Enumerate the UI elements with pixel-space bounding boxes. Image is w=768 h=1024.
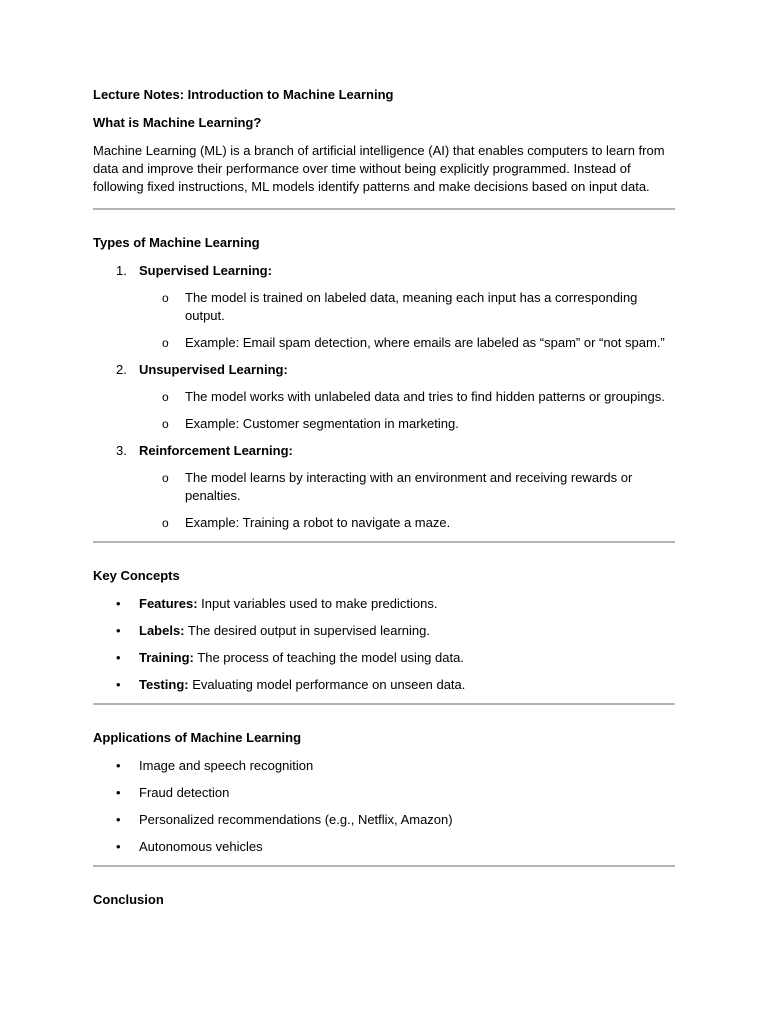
list-item	[93, 757, 675, 775]
sub-list	[139, 289, 675, 352]
list-item-supervised	[93, 262, 675, 352]
circle-bullet-icon: o	[162, 417, 169, 431]
concept-term: Testing:	[139, 677, 189, 692]
concept-text: The desired output in supervised learning.	[184, 623, 430, 638]
circle-bullet-icon: o	[162, 516, 169, 530]
list-item	[93, 838, 675, 856]
list-item	[93, 676, 675, 694]
list-item	[93, 784, 675, 802]
application-text: Autonomous vehicles	[139, 839, 263, 854]
concept-term: Labels:	[139, 623, 185, 638]
key-concepts-heading: Key Concepts	[93, 568, 180, 583]
item-title: Reinforcement Learning:	[139, 443, 293, 458]
bullet-icon: •	[116, 812, 121, 827]
sub-list-item	[139, 514, 675, 532]
sub-item-text: Example: Training a robot to navigate a maze.	[185, 515, 451, 530]
list-number: 2.	[116, 362, 127, 377]
applications-heading: Applications of Machine Learning	[93, 730, 302, 745]
list-item	[93, 595, 675, 613]
sub-list	[139, 469, 675, 532]
divider-3	[93, 703, 675, 705]
list-number: 3.	[116, 443, 127, 458]
key-concepts-list	[93, 595, 675, 694]
intro-paragraph: Machine Learning (ML) is a branch of artificial intelligence (AI) that enables computers to learn from data and improve their performance over time without being explicitly programmed. Instead of following fixed instructions, ML models identify patterns and make decisions based on input data.	[93, 143, 665, 194]
bullet-icon: •	[116, 596, 121, 611]
list-item	[93, 649, 675, 667]
sub-item-text: The model learns by interacting with an environment and receiving rewards or penalties.	[185, 470, 633, 503]
sub-list-item	[139, 388, 675, 406]
application-text: Image and speech recognition	[139, 758, 314, 773]
list-item	[93, 811, 675, 829]
divider-2	[93, 541, 675, 543]
sub-list-item	[139, 289, 675, 325]
sub-list-item	[139, 469, 675, 505]
types-heading: Types of Machine Learning	[93, 235, 260, 250]
concept-term: Training:	[139, 650, 194, 665]
bullet-icon: •	[116, 677, 121, 692]
list-item	[93, 622, 675, 640]
sub-list-item	[139, 415, 675, 433]
sub-item-text: Example: Email spam detection, where emails are labeled as “spam” or “not spam.”	[185, 335, 665, 350]
types-list	[93, 262, 675, 532]
circle-bullet-icon: o	[162, 390, 169, 404]
list-item-reinforcement	[93, 442, 675, 532]
item-title: Unsupervised Learning:	[139, 362, 288, 377]
concept-term: Features:	[139, 596, 198, 611]
divider-4	[93, 865, 675, 867]
concept-text: The process of teaching the model using data.	[193, 650, 464, 665]
item-title: Supervised Learning:	[139, 263, 272, 278]
document-title: Lecture Notes: Introduction to Machine Learning	[93, 87, 394, 102]
applications-list	[93, 757, 675, 856]
sub-item-text: The model is trained on labeled data, meaning each input has a corresponding output.	[185, 290, 638, 323]
sub-item-text: The model works with unlabeled data and tries to find hidden patterns or groupings.	[185, 389, 665, 404]
bullet-icon: •	[116, 623, 121, 638]
list-item-unsupervised	[93, 361, 675, 433]
sub-list-item	[139, 334, 675, 352]
concept-text: Input variables used to make predictions.	[197, 596, 438, 611]
circle-bullet-icon: o	[162, 336, 169, 350]
bullet-icon: •	[116, 839, 121, 854]
sub-item-text: Example: Customer segmentation in marketing.	[185, 416, 459, 431]
application-text: Fraud detection	[139, 785, 230, 800]
circle-bullet-icon: o	[162, 291, 169, 305]
concept-text: Evaluating model performance on unseen data.	[188, 677, 466, 692]
document-page	[93, 86, 675, 919]
divider-1	[93, 208, 675, 210]
bullet-icon: •	[116, 650, 121, 665]
list-number: 1.	[116, 263, 127, 278]
intro-heading: What is Machine Learning?	[93, 115, 262, 130]
application-text: Personalized recommendations (e.g., Netflix, Amazon)	[139, 812, 453, 827]
bullet-icon: •	[116, 758, 121, 773]
bullet-icon: •	[116, 785, 121, 800]
sub-list	[139, 388, 675, 433]
conclusion-heading: Conclusion	[93, 892, 164, 907]
circle-bullet-icon: o	[162, 471, 169, 485]
